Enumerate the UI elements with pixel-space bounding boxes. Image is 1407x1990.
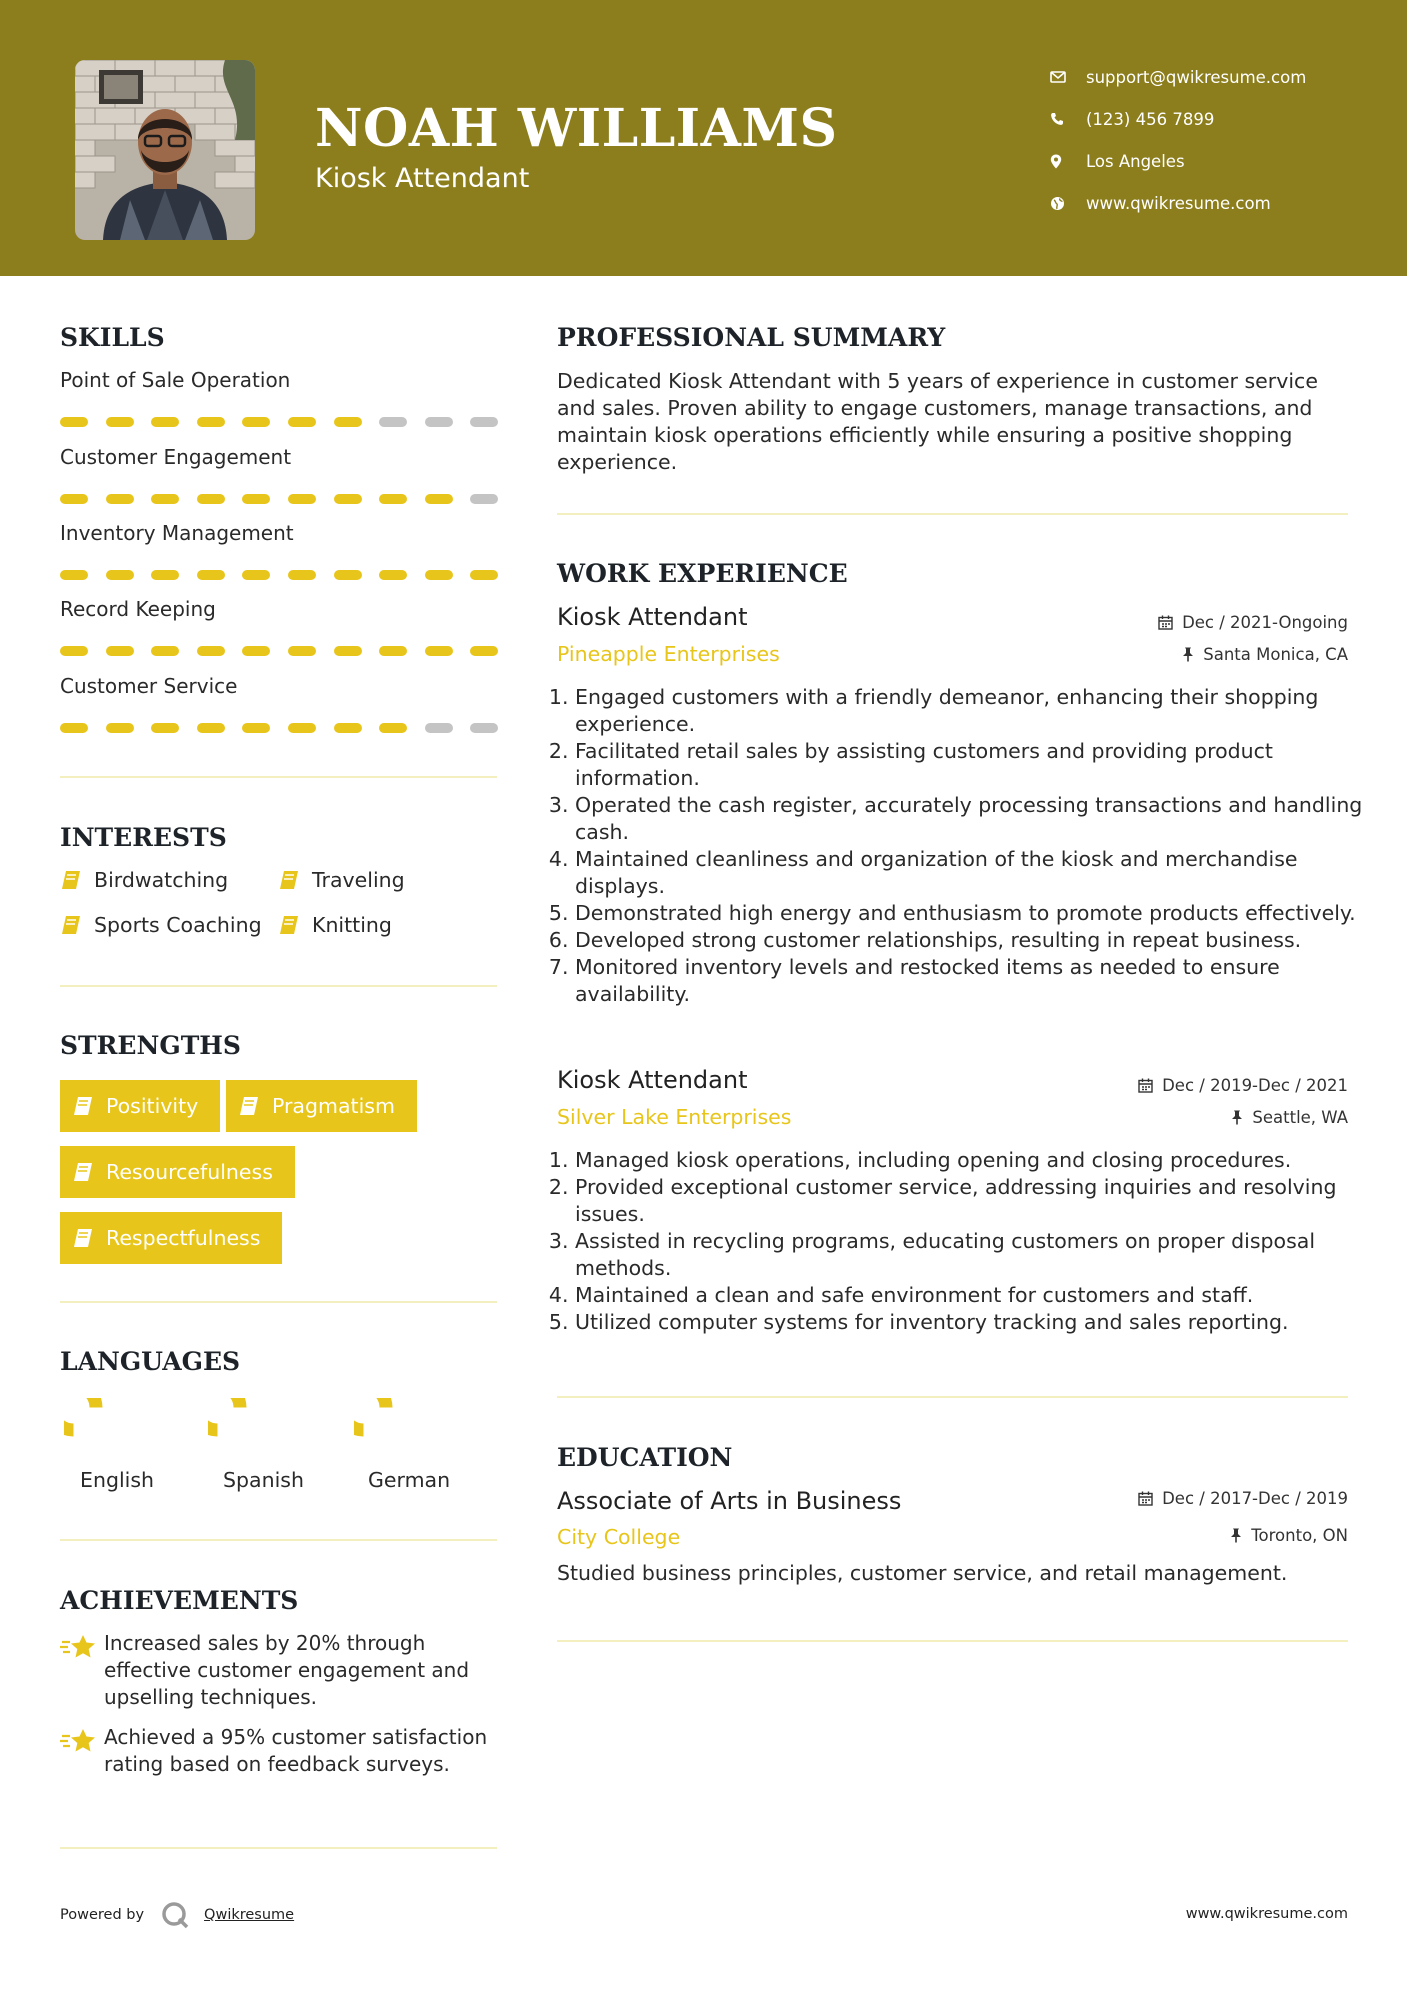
- strengths-title: STRENGTHS: [60, 1031, 241, 1060]
- interest-item: [278, 868, 405, 892]
- skill-rating: [60, 570, 500, 580]
- education-description: Studied business principles, customer service, and retail management.: [557, 1561, 1288, 1585]
- skill-dot-filled: [106, 570, 134, 580]
- achievement-item: [60, 1630, 510, 1711]
- contact-email[interactable]: [1050, 56, 1306, 98]
- skill-dot-filled: [334, 723, 362, 733]
- skill-dot-filled: [288, 494, 316, 504]
- skill-dot-filled: [60, 494, 88, 504]
- section-divider: [60, 1301, 497, 1303]
- skill-dot-filled: [288, 570, 316, 580]
- job-date-text: Dec / 2021-Ongoing: [1182, 613, 1348, 632]
- job-location-text: Santa Monica, CA: [1203, 645, 1348, 664]
- summary-text: Dedicated Kiosk Attendant with 5 years of experience in customer service and sales. Proven ability to engage customers, manage transactions, and maintain kiosk operations efficiently while ensuring a positive shopping experience.: [557, 369, 1318, 474]
- skill-dot-filled: [197, 723, 225, 733]
- skill-dot-filled: [60, 570, 88, 580]
- education-date-text: Dec / 2017-Dec / 2019: [1162, 1489, 1348, 1508]
- responsibility-item: 6. Developed strong customer relationships, resulting in repeat business.: [575, 927, 1375, 954]
- skill-dot-filled: [425, 494, 453, 504]
- summary-title: PROFESSIONAL SUMMARY: [557, 323, 946, 352]
- responsibility-item: 7. Monitored inventory levels and restocked items as needed to ensure availability.: [575, 954, 1375, 1008]
- education-location-text: Toronto, ON: [1251, 1526, 1348, 1545]
- skill-dot-filled: [197, 646, 225, 656]
- book-icon: [72, 1227, 94, 1249]
- achievement-item: [60, 1724, 510, 1778]
- contact-website-text: www.qwikresume.com: [1086, 193, 1271, 213]
- education-date: [1138, 1489, 1348, 1508]
- language-level-arc: [64, 1398, 96, 1430]
- interest-label: Traveling: [312, 868, 405, 892]
- book-icon: [72, 1095, 94, 1117]
- contact-website[interactable]: [1050, 182, 1306, 224]
- responsibility-item: 5. Utilized computer systems for inventory tracking and sales reporting.: [575, 1309, 1375, 1336]
- skill-dot-filled: [106, 646, 134, 656]
- responsibility-item: 3. Operated the cash register, accurately processing transactions and handling cash.: [575, 792, 1375, 846]
- skill-dot-filled: [288, 723, 316, 733]
- brand-link[interactable]: Qwikresume: [204, 1907, 295, 1923]
- star-icon: [60, 1726, 104, 1756]
- languages-title: LANGUAGES: [60, 1347, 241, 1376]
- pin-icon: [1230, 1528, 1242, 1543]
- skill-dot-filled: [242, 570, 270, 580]
- responsibility-item: 5. Demonstrated high energy and enthusiasm to promote products effectively.: [575, 900, 1375, 927]
- book-icon: [238, 1095, 260, 1117]
- job-company: Pineapple Enterprises: [557, 642, 780, 666]
- interest-item: [278, 913, 392, 937]
- contact-phone-text: (123) 456 7899: [1086, 109, 1215, 129]
- responsibility-item: 4. Maintained a clean and safe environment for customers and staff.: [575, 1282, 1375, 1309]
- section-divider: [557, 1396, 1348, 1398]
- skill-dot-filled: [334, 570, 362, 580]
- skill-dot-filled: [151, 494, 179, 504]
- strength-badge: [60, 1146, 295, 1198]
- job-location: [1182, 645, 1348, 664]
- responsibility-item: 2. Facilitated retail sales by assisting customers and providing product information.: [575, 738, 1375, 792]
- strength-label: Pragmatism: [272, 1094, 395, 1118]
- skill-label: Inventory Management: [60, 521, 294, 545]
- strength-label: Positivity: [106, 1094, 199, 1118]
- skill-dot-filled: [197, 570, 225, 580]
- education-title: EDUCATION: [557, 1443, 733, 1472]
- interest-label: Birdwatching: [94, 868, 229, 892]
- skill-dot-filled: [379, 494, 407, 504]
- skill-dot-filled: [151, 570, 179, 580]
- section-divider: [60, 1847, 497, 1849]
- language-label: German: [368, 1468, 451, 1492]
- education-school: City College: [557, 1525, 681, 1549]
- language-level-arc: [354, 1398, 386, 1430]
- location-pin-icon: [1050, 154, 1086, 169]
- language-gauge: [354, 1398, 418, 1462]
- job-responsibilities: [557, 684, 1375, 1008]
- interest-item: [60, 868, 228, 892]
- contact-list: [1050, 56, 1306, 224]
- book-icon: [278, 869, 300, 891]
- book-icon: [278, 914, 300, 936]
- skill-dot-filled: [470, 570, 498, 580]
- job-company: Silver Lake Enterprises: [557, 1105, 792, 1129]
- footer-website[interactable]: www.qwikresume.com: [1185, 1906, 1348, 1922]
- strength-label: Resourcefulness: [106, 1160, 273, 1184]
- skill-dot-filled: [60, 646, 88, 656]
- profile-photo: [75, 60, 255, 240]
- powered-by-label: Powered by: [60, 1907, 145, 1923]
- section-divider: [60, 1539, 497, 1541]
- skill-dot-filled: [379, 723, 407, 733]
- pin-icon: [1182, 647, 1194, 662]
- book-icon: [72, 1161, 94, 1183]
- skills-title: SKILLS: [60, 323, 165, 352]
- book-icon: [60, 869, 82, 891]
- skill-dot-empty: [470, 417, 498, 427]
- interest-label: Sports Coaching: [94, 913, 262, 937]
- responsibility-item: 1. Engaged customers with a friendly demeanor, enhancing their shopping experience.: [575, 684, 1375, 738]
- envelope-icon: [1050, 71, 1086, 83]
- skill-rating: [60, 494, 500, 504]
- skill-dot-filled: [106, 723, 134, 733]
- skill-dot-empty: [425, 723, 453, 733]
- strength-badge: [60, 1212, 282, 1264]
- skill-dot-filled: [379, 646, 407, 656]
- skill-dot-filled: [379, 570, 407, 580]
- skill-dot-filled: [334, 494, 362, 504]
- phone-icon: [1050, 112, 1086, 126]
- experience-title: WORK EXPERIENCE: [557, 559, 848, 588]
- candidate-role: Kiosk Attendant: [315, 163, 530, 194]
- skill-label: Customer Engagement: [60, 445, 292, 469]
- skill-rating: [60, 723, 500, 733]
- section-divider: [60, 985, 497, 987]
- skill-dot-empty: [425, 417, 453, 427]
- job-date: [1158, 613, 1348, 632]
- strength-label: Respectfulness: [106, 1226, 261, 1250]
- contact-email-text: support@qwikresume.com: [1086, 67, 1307, 87]
- interests-title: INTERESTS: [60, 823, 227, 852]
- language-label: Spanish: [223, 1468, 304, 1492]
- education-degree: Associate of Arts in Business: [557, 1487, 902, 1515]
- candidate-name: NOAH WILLIAMS: [315, 98, 838, 159]
- book-icon: [60, 914, 82, 936]
- calendar-icon: [1158, 615, 1173, 630]
- skill-dot-filled: [151, 417, 179, 427]
- language-gauge: [208, 1398, 272, 1462]
- job-responsibilities: [557, 1147, 1375, 1336]
- pin-icon: [1231, 1110, 1243, 1125]
- skill-dot-empty: [379, 417, 407, 427]
- skill-dot-filled: [334, 417, 362, 427]
- skill-dot-filled: [197, 494, 225, 504]
- contact-location: [1050, 140, 1306, 182]
- strength-badge: [226, 1080, 417, 1132]
- skill-dot-filled: [288, 417, 316, 427]
- skill-dot-filled: [197, 417, 225, 427]
- skill-dot-filled: [60, 417, 88, 427]
- section-divider: [60, 776, 497, 778]
- skill-label: Customer Service: [60, 674, 238, 698]
- qwikresume-logo-icon: [160, 1900, 190, 1930]
- skill-dot-filled: [151, 646, 179, 656]
- skill-dot-filled: [242, 646, 270, 656]
- section-divider: [557, 513, 1348, 515]
- section-divider: [557, 1640, 1348, 1642]
- job-date: [1138, 1076, 1348, 1095]
- responsibility-item: 3. Assisted in recycling programs, educating customers on proper disposal methods.: [575, 1228, 1375, 1282]
- job-date-text: Dec / 2019-Dec / 2021: [1162, 1076, 1348, 1095]
- language-gauge: [64, 1398, 128, 1462]
- responsibility-item: 2. Provided exceptional customer service, addressing inquiries and resolving issues.: [575, 1174, 1375, 1228]
- skill-dot-filled: [425, 570, 453, 580]
- globe-icon: [1050, 196, 1086, 211]
- achievement-text: Increased sales by 20% through effective customer engagement and upselling techniques.: [104, 1631, 470, 1709]
- achievement-text: Achieved a 95% customer satisfaction rating based on feedback surveys.: [104, 1725, 488, 1776]
- skill-dot-empty: [470, 494, 498, 504]
- interest-item: [60, 913, 262, 937]
- contact-phone[interactable]: [1050, 98, 1306, 140]
- skill-dot-empty: [470, 723, 498, 733]
- skill-dot-filled: [470, 646, 498, 656]
- skill-dot-filled: [242, 723, 270, 733]
- skill-rating: [60, 417, 500, 427]
- header-banner: [0, 0, 1407, 276]
- skill-dot-filled: [60, 723, 88, 733]
- calendar-icon: [1138, 1491, 1153, 1506]
- skill-dot-filled: [334, 646, 362, 656]
- skill-dot-filled: [106, 417, 134, 427]
- job-title: Kiosk Attendant: [557, 603, 748, 631]
- skill-rating: [60, 646, 500, 656]
- contact-location-text: Los Angeles: [1086, 151, 1185, 171]
- job-title: Kiosk Attendant: [557, 1066, 748, 1094]
- star-icon: [60, 1632, 104, 1662]
- responsibility-item: 1. Managed kiosk operations, including opening and closing procedures.: [575, 1147, 1375, 1174]
- language-level-arc: [208, 1398, 240, 1430]
- skill-dot-filled: [151, 723, 179, 733]
- language-label: English: [80, 1468, 155, 1492]
- calendar-icon: [1138, 1078, 1153, 1093]
- job-location-text: Seattle, WA: [1252, 1108, 1348, 1127]
- skill-dot-filled: [242, 417, 270, 427]
- job-location: [1231, 1108, 1348, 1127]
- interest-label: Knitting: [312, 913, 392, 937]
- footer-powered-by: [60, 1900, 294, 1930]
- responsibility-item: 4. Maintained cleanliness and organization of the kiosk and merchandise displays.: [575, 846, 1375, 900]
- skill-dot-filled: [242, 494, 270, 504]
- skill-dot-filled: [106, 494, 134, 504]
- education-location: [1230, 1526, 1348, 1545]
- skill-label: Point of Sale Operation: [60, 368, 291, 392]
- skill-dot-filled: [425, 646, 453, 656]
- achievements-title: ACHIEVEMENTS: [60, 1586, 299, 1615]
- skill-dot-filled: [288, 646, 316, 656]
- skill-label: Record Keeping: [60, 597, 216, 621]
- strength-badge: [60, 1080, 220, 1132]
